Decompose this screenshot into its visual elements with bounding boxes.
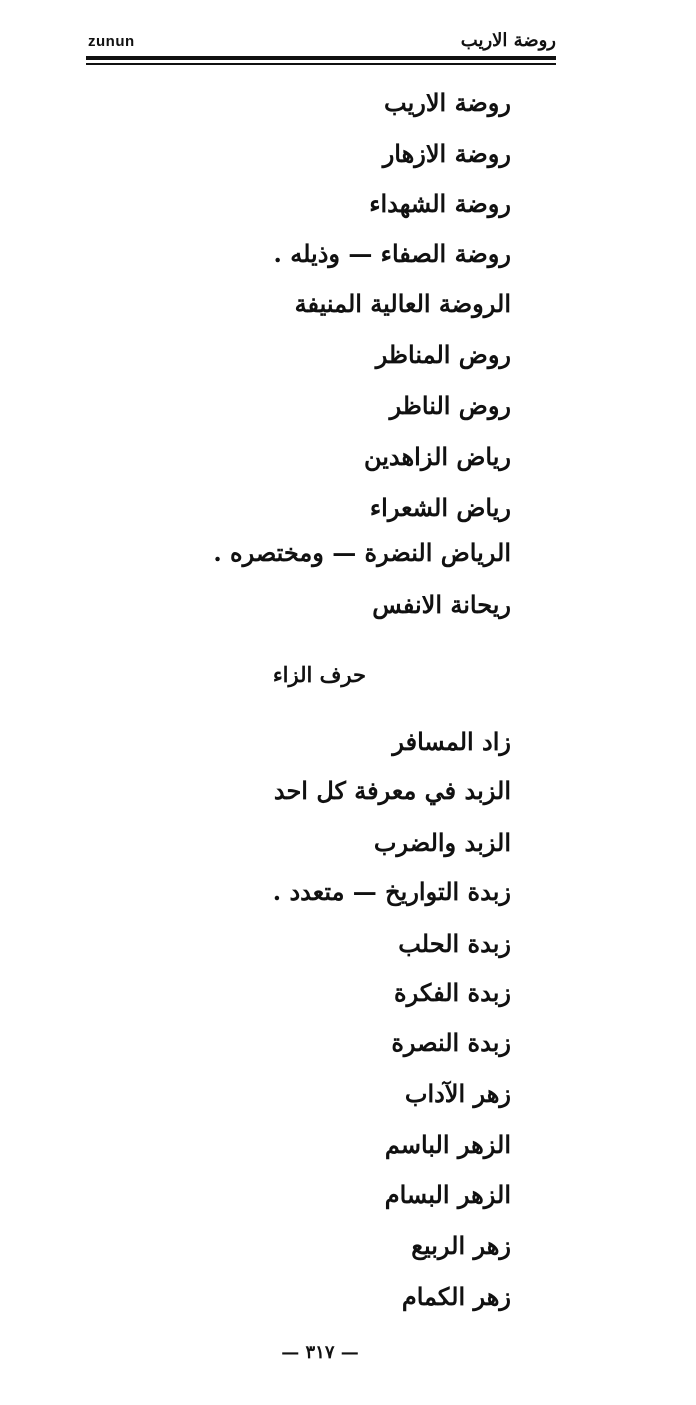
- list-item: الزبد والضرب: [373, 828, 511, 857]
- list-item: الزهر البسام: [384, 1180, 511, 1209]
- page-number: — ٣١٧ —: [281, 1342, 359, 1363]
- list-item: الزهر الباسم: [384, 1130, 511, 1159]
- list-item: زهر الربيع: [411, 1231, 511, 1260]
- list-item: زهر الآداب: [404, 1079, 511, 1108]
- header-rule-thin: [86, 63, 556, 65]
- list-item: روضة الصفاء — وذيله .: [273, 239, 511, 268]
- list-item: زهر الكمام: [401, 1282, 511, 1311]
- list-item: روض الناظر: [389, 391, 511, 420]
- header-left-label: zunun: [88, 33, 135, 50]
- list-item: روضة الازهار: [382, 139, 511, 168]
- list-item: زبدة الفكرة: [394, 978, 511, 1007]
- section-heading: حرف الزاء: [272, 662, 366, 687]
- list-item: زبدة الحلب: [398, 929, 511, 958]
- list-item: الروضة العالية المنيفة: [294, 289, 511, 318]
- list-item: روض المناظر: [375, 340, 511, 369]
- list-item: روضة الاريب: [384, 88, 511, 117]
- list-item: رياض الزاهدين: [363, 442, 511, 471]
- header-running-title: روضة الاريب: [460, 30, 556, 51]
- list-item: ريحانة الانفس: [372, 590, 511, 619]
- header-rule-thick: [86, 56, 556, 60]
- list-item: زبدة التواريخ — متعدد .: [272, 877, 511, 906]
- list-item: رياض الشعراء: [369, 493, 511, 522]
- list-item: روضة الشهداء: [369, 189, 511, 218]
- list-item: زاد المسافر: [392, 727, 511, 756]
- list-item: الرياض النضرة — ومختصره .: [213, 538, 511, 567]
- list-item: زبدة النصرة: [391, 1028, 511, 1057]
- list-item: الزبد في معرفة كل احد: [273, 776, 511, 805]
